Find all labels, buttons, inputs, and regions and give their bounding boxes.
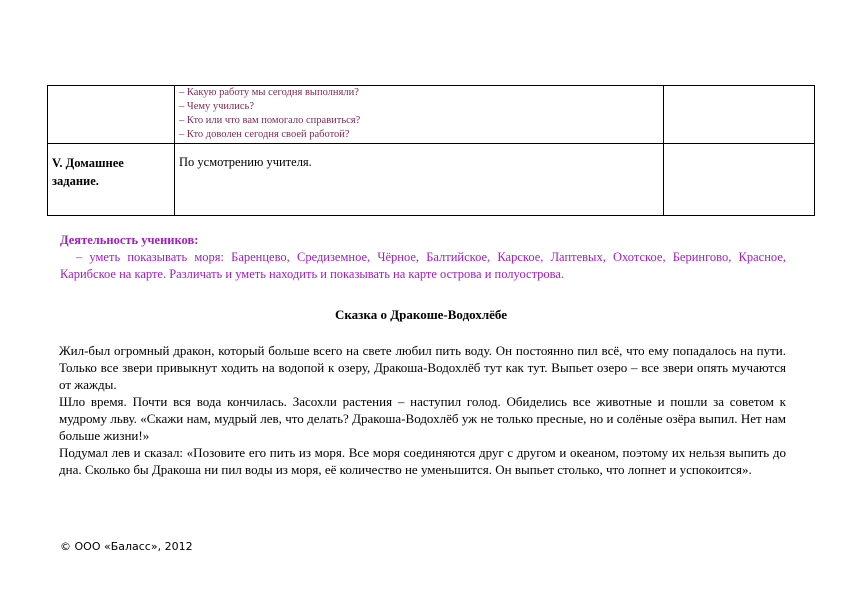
student-activity — [60, 232, 786, 283]
story-title: Сказка о Дракоше-Водохлёбе — [335, 307, 507, 322]
activity-text: – уметь показывать моря: Баренцево, Средиземное, Чёрное, Балтийское, Карское, Лаптевых, Охотское, Берингово, Красное, Карибское на карте. Различать и уметь находить и показывать на карте острова и полуострова. — [60, 250, 786, 281]
question-line: – Чему учились? — [179, 101, 254, 112]
table-row — [48, 144, 815, 216]
story-paragraph: Жил-был огромный дракон, который больше всего на свете любил пить воду. Он постоянно пил всё, что ему попадалось на пути. Только все звери привыкнут ходить на водопой к озеру, Дракоша-Водохлёб тут как тут. Выпьет озеро – все звери опять мучаются от жажды. — [59, 343, 786, 392]
notes-cell — [664, 86, 815, 144]
reflection-questions-cell — [175, 86, 664, 144]
question-line: – Какую работу мы сегодня выполняли? — [179, 87, 359, 98]
stage-cell — [48, 144, 175, 216]
lesson-plan-table — [47, 85, 815, 216]
table-row — [48, 86, 815, 144]
question-line: – Кто доволен сегодня своей работой? — [179, 129, 350, 140]
homework-title: V. Домашнее задание. — [52, 156, 124, 188]
copyright-footer: © ООО «Баласс», 2012 — [60, 540, 193, 553]
story-paragraph: Подумал лев и сказал: «Позовите его пить из моря. Все моря соединяются друг с другом и океаном, поэтому их нельзя выпить до дна. Сколько бы Дракоша ни пил воды из моря, её количество не уменьшится. Он выпьет столько, что лопнет и успокоится». — [59, 445, 786, 477]
stage-cell — [48, 86, 175, 144]
story-paragraph: Шло время. Почти вся вода кончилась. Засохли растения – наступил голод. Обиделись все животные и пошли за советом к мудрому льву. «Скажи нам, мудрый лев, что делать? Дракоша-Водохлёб уж не только пресные, но и солёные озёра выпил. Нет нам больше жизни!» — [59, 394, 786, 443]
question-line: – Кто или что вам помогало справиться? — [179, 115, 361, 126]
homework-text: По усмотрению учителя. — [179, 155, 312, 169]
activity-heading: Деятельность учеников: — [60, 233, 199, 247]
notes-cell — [664, 144, 815, 216]
story-body — [59, 342, 786, 478]
homework-cell — [175, 144, 664, 216]
